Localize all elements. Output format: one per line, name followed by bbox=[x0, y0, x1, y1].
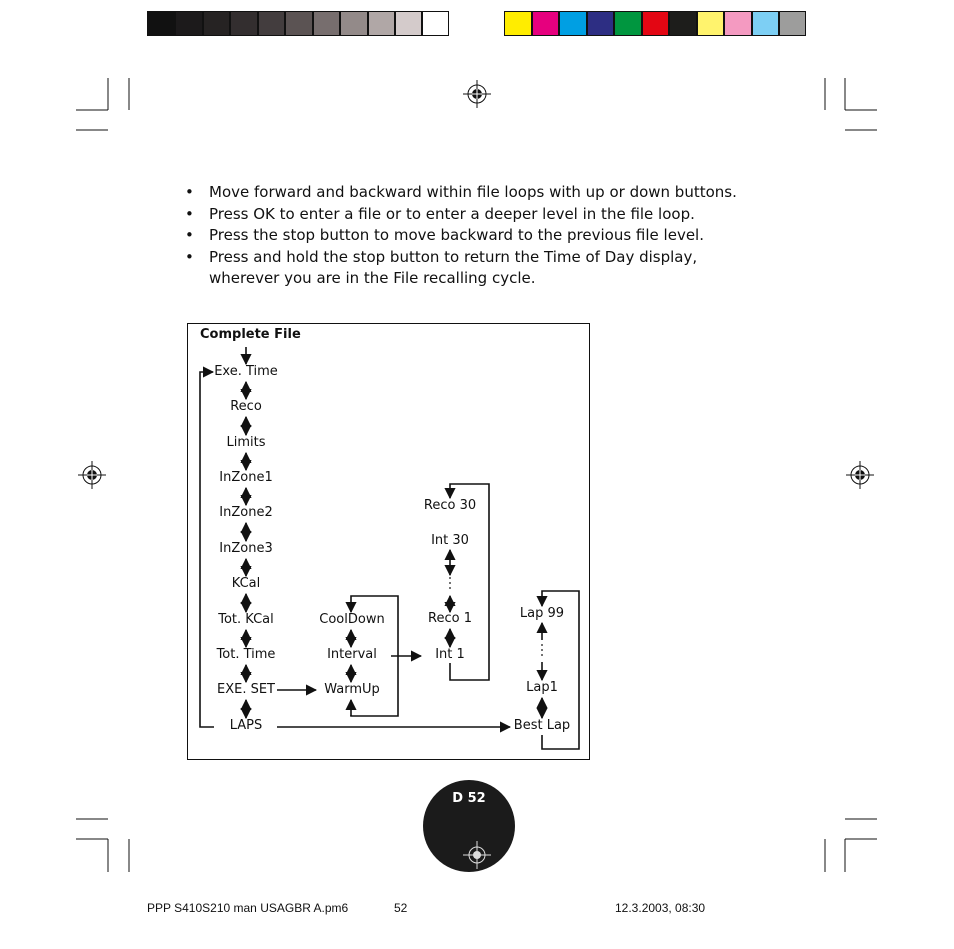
interval-item: Int 1 bbox=[435, 647, 465, 662]
footer-filename: PPP S410S210 man USAGBR A.pm6 bbox=[147, 901, 349, 915]
interval-item: Reco 30 bbox=[423, 498, 477, 513]
main-item: Limits bbox=[226, 435, 266, 450]
lap-item: Lap1 bbox=[526, 680, 558, 695]
lap-item: Best Lap bbox=[513, 718, 571, 733]
list-item: • Move forward and backward within file loops with up or down buttons. bbox=[185, 183, 737, 201]
main-item: Tot. KCal bbox=[218, 612, 274, 627]
footer-date: 12.3.2003, 08:30 bbox=[615, 901, 706, 915]
main-item: InZone3 bbox=[219, 541, 273, 556]
main-item: InZone2 bbox=[219, 505, 273, 520]
set-item: WarmUp bbox=[324, 682, 380, 697]
main-item: Tot. Time bbox=[216, 647, 276, 662]
list-item: • Press the stop button to move backward to the previous file level. bbox=[185, 226, 704, 244]
list-item: • Press and hold the stop button to return the Time of Day display, wherever you are in the File recalling cycle. bbox=[185, 247, 698, 287]
list-item: • Press OK to enter a file or to enter a deeper level in the file loop. bbox=[185, 204, 695, 223]
main-item: Reco bbox=[230, 399, 262, 414]
main-item: InZone1 bbox=[219, 470, 273, 485]
main-item: EXE. SET bbox=[216, 682, 276, 697]
set-item: Interval bbox=[327, 647, 377, 662]
interval-item: Reco 1 bbox=[428, 611, 472, 626]
page-badge-label: D 52 bbox=[452, 791, 486, 806]
main-item: LAPS bbox=[229, 718, 263, 733]
lap-item: Lap 99 bbox=[519, 606, 565, 621]
main-item: Exe. Time bbox=[214, 364, 278, 379]
interval-item: Int 30 bbox=[431, 533, 469, 548]
footer-page-number: 52 bbox=[394, 901, 408, 915]
set-item: CoolDown bbox=[319, 612, 385, 627]
main-item: KCal bbox=[231, 576, 261, 591]
diagram-title: Complete File bbox=[200, 327, 301, 342]
